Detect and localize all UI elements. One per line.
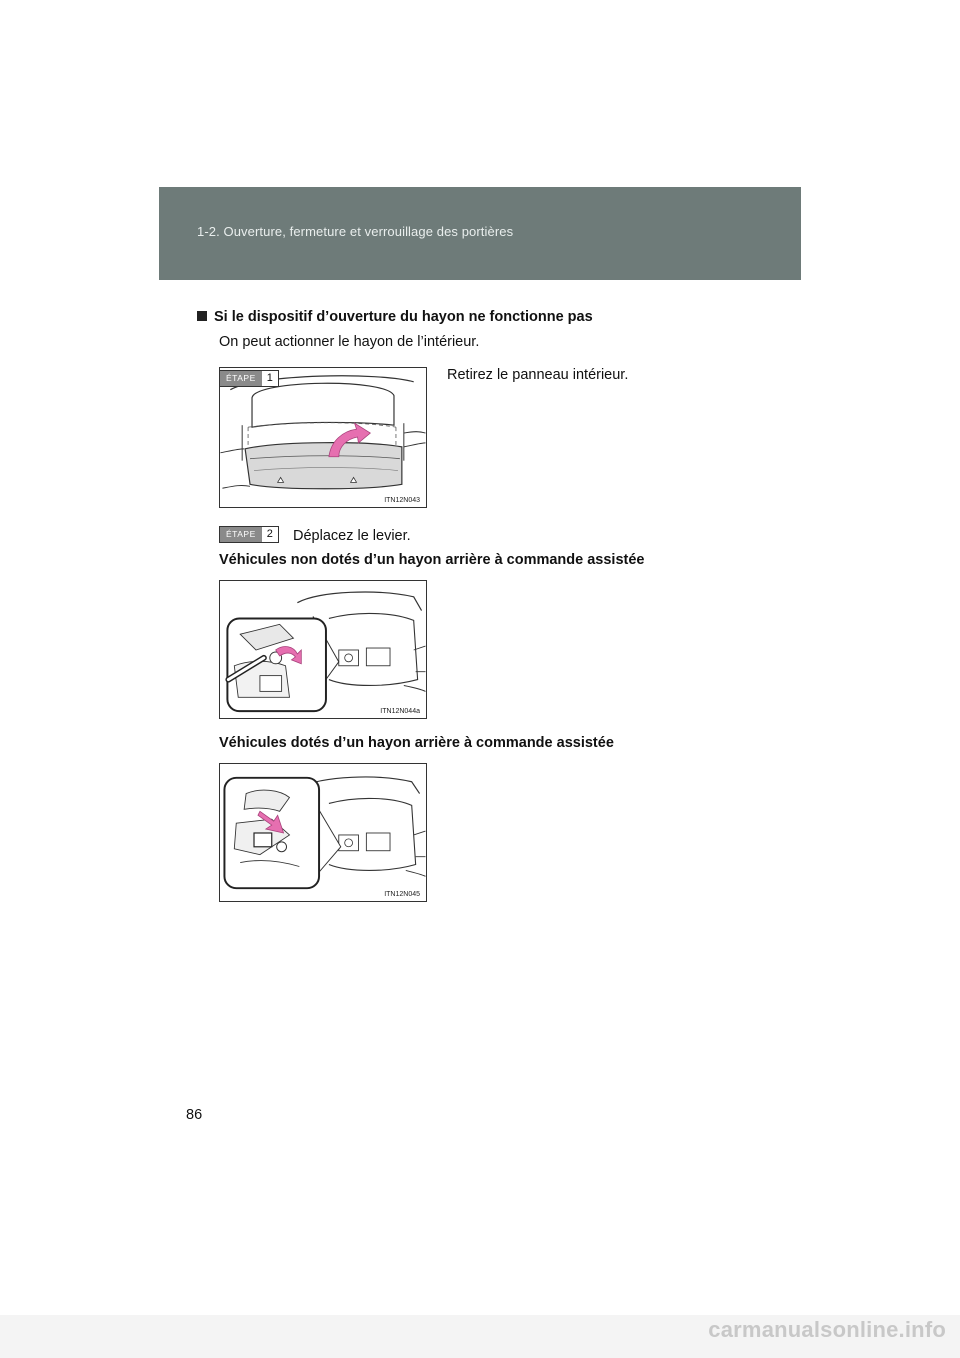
square-bullet-icon bbox=[197, 311, 207, 321]
step-label: ÉTAPE bbox=[220, 371, 262, 386]
section-intro: On peut actionner le hayon de l’intérieur. bbox=[219, 334, 480, 350]
watermark-text: carmanualsonline.info bbox=[708, 1317, 946, 1342]
step-1-badge bbox=[219, 370, 279, 387]
figure-step-1 bbox=[219, 367, 427, 508]
step-label: ÉTAPE bbox=[220, 527, 262, 542]
figure-code: ITN12N044a bbox=[380, 708, 420, 715]
step-2-instruction: Déplacez le levier. bbox=[293, 528, 411, 544]
page-number: 86 bbox=[186, 1107, 203, 1123]
chapter-header bbox=[159, 187, 801, 280]
step-1-instruction: Retirez le panneau intérieur. bbox=[447, 367, 629, 383]
lever-illustration-powered bbox=[220, 764, 426, 901]
lever-illustration bbox=[220, 581, 426, 718]
figure-lever-non-powered bbox=[219, 580, 427, 719]
chapter-title: 1-2. Ouverture, fermeture et verrouillage des portières bbox=[197, 224, 514, 239]
variant-heading-powered: Véhicules dotés d’un hayon arrière à commande assistée bbox=[219, 735, 614, 751]
figure-code: ITN12N045 bbox=[384, 891, 420, 898]
figure-lever-powered bbox=[219, 763, 427, 902]
tailgate-panel-illustration bbox=[220, 368, 426, 507]
variant-heading-non-powered: Véhicules non dotés d’un hayon arrière à commande assistée bbox=[219, 552, 645, 568]
figure-code: ITN12N043 bbox=[384, 497, 420, 504]
step-2-badge bbox=[219, 526, 279, 543]
watermark-footer bbox=[0, 1315, 960, 1358]
section-heading-text: Si le dispositif d’ouverture du hayon ne fonctionne pas bbox=[214, 309, 593, 325]
step-number: 2 bbox=[266, 528, 273, 540]
section-heading bbox=[197, 309, 593, 325]
step-number: 1 bbox=[266, 372, 273, 384]
